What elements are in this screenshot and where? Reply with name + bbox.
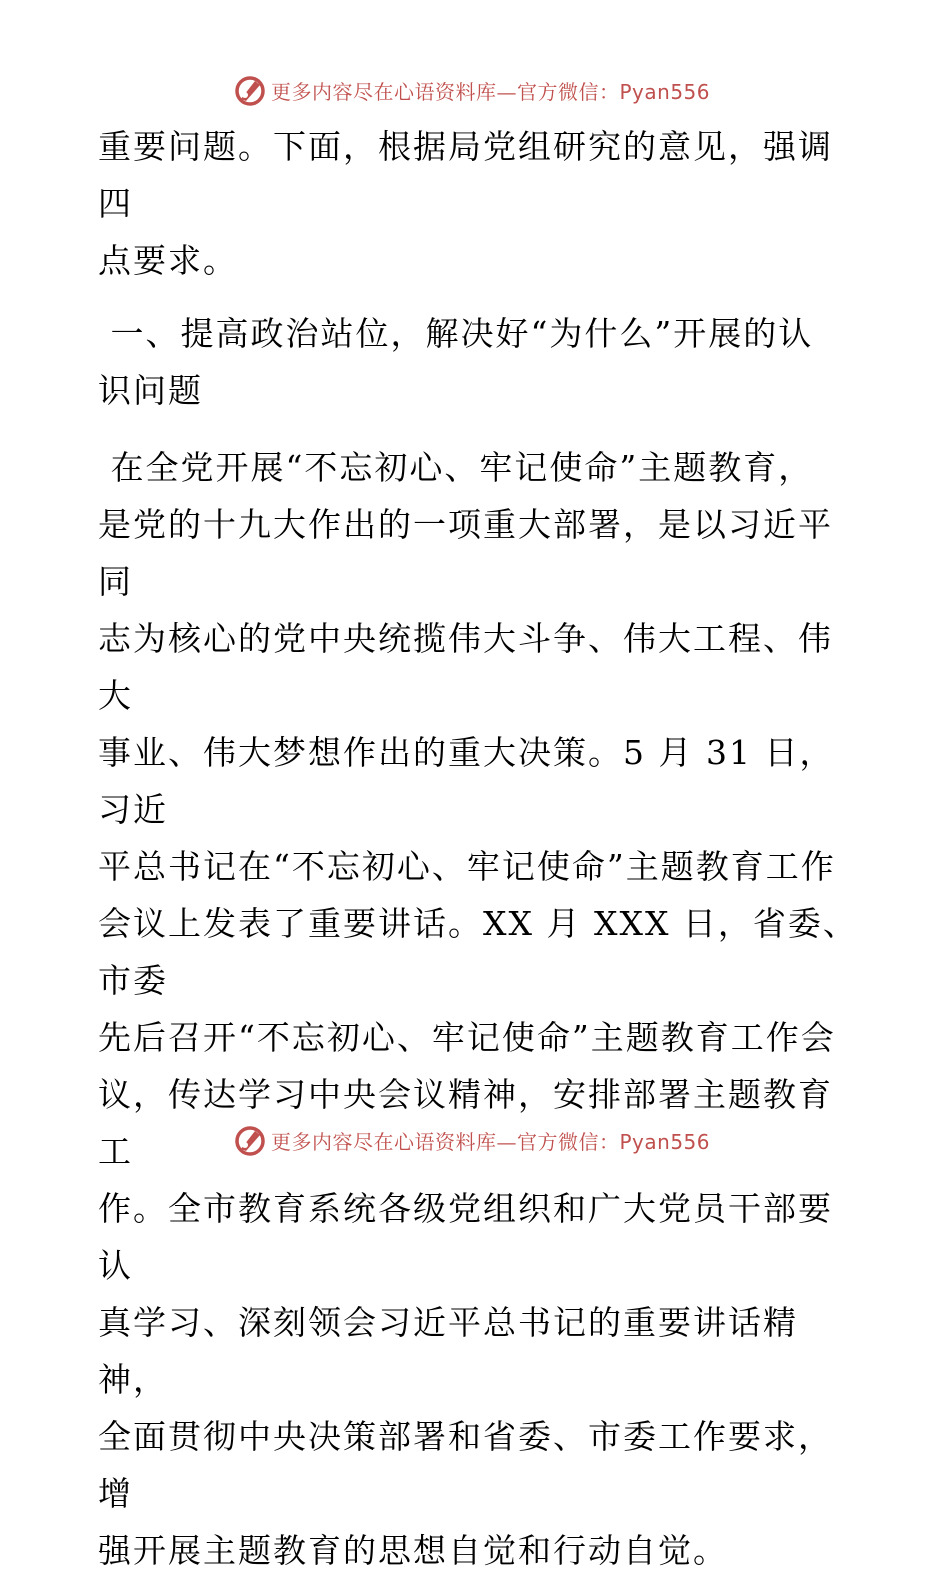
- text-line: 会议上发表了重要讲话。XX 月 XXX 日，省委、市委: [98, 904, 858, 1000]
- watermark-main: 更多内容尽在心语资料库: [271, 79, 497, 104]
- paragraph-gap: [98, 419, 858, 439]
- watermark-sub: 官方微信：: [517, 79, 620, 104]
- text-line: 重要问题。下面，根据局党组研究的意见，强调四: [98, 127, 833, 223]
- text-line: 作。全市教育系统各级党组织和广大党员干部要认: [98, 1189, 833, 1285]
- paragraph-gap: [98, 289, 858, 305]
- watermark-text: [271, 1126, 710, 1155]
- text-line: 先后召开“不忘初心、牢记使命”主题教育工作会: [98, 1018, 836, 1057]
- watermark-dash: —: [496, 1129, 517, 1154]
- text-line: 全面贯彻中央决策部署和省委、市委工作要求，增: [98, 1417, 833, 1513]
- watermark-sub: 官方微信：: [517, 1129, 620, 1154]
- text-line: 事业、伟大梦想作出的重大决策。5 月 31 日，习近: [98, 733, 835, 829]
- watermark-text: [271, 76, 710, 105]
- watermark-banner-top: [0, 70, 950, 110]
- section-heading: 一、提高政治站位，解决好“为什么”开展的认: [98, 314, 814, 353]
- watermark-handle: Pyan556: [619, 79, 711, 104]
- text-line: 真学习、深刻领会习近平总书记的重要讲话精神，: [98, 1303, 798, 1399]
- watermark-main: 更多内容尽在心语资料库: [271, 1129, 497, 1154]
- watermark-dash: —: [496, 79, 517, 104]
- text-line: 是党的十九大作出的一项重大部署，是以习近平同: [98, 505, 833, 601]
- watermark-banner-bottom: [0, 1120, 950, 1160]
- text-line: 平总书记在“不忘初心、牢记使命”主题教育工作: [98, 847, 836, 886]
- text-line: 议，传达学习中央会议精神，安排部署主题教育工: [98, 1075, 833, 1171]
- text-line: 点要求。: [98, 241, 238, 280]
- brush-logo-icon: [233, 1123, 267, 1157]
- section-heading: 识问题: [98, 371, 203, 410]
- watermark-handle: Pyan556: [619, 1129, 711, 1154]
- text-line: 强开展主题教育的思想自觉和行动自觉。: [98, 1531, 728, 1570]
- brush-logo-icon: [233, 73, 267, 107]
- text-line: 在全党开展“不忘初心、牢记使命”主题教育，: [98, 448, 814, 487]
- document-body: [98, 118, 858, 1579]
- text-line: 志为核心的党中央统揽伟大斗争、伟大工程、伟大: [98, 619, 833, 715]
